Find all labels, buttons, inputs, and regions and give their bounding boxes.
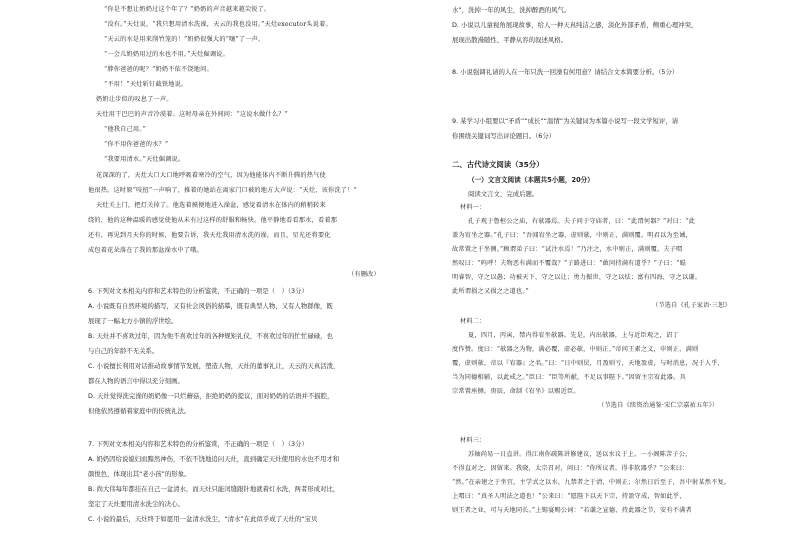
right-text-line: 展现出散漫随性、平静从容的叙述风格。	[452, 36, 568, 44]
right-text-line: 8. 小说强调礼请的人在一年只洗一回澡有何用意？请结合文本简要分析。（5分）	[452, 68, 679, 76]
left-text-line: 花深深的了，天灶大口大口地呼吸着寒冷的空气，因为他能体内不断升腾的热气使	[96, 172, 326, 179]
left-text-line: 与自己的年龄不无关系。	[88, 347, 159, 355]
right-text-line: （节选自《孔子家语·三恕》	[652, 302, 731, 309]
right-text-line: 此所谓损之又损之之道也。”	[452, 288, 529, 295]
left-text-line: 绕的，他的这种温暖的感觉使他从未有过这样的舒服和畅快。他平静地看看那水，看着那	[88, 217, 338, 224]
right-text-line: （一）文言文阅读（本题共5小题，20分）	[468, 176, 594, 184]
left-text-line: 都在人物的语言中得以充分刻画。	[88, 377, 184, 385]
right-text-line: 宗常置座侧。庚辰，命制《宥坐》以赐近臣。	[452, 388, 580, 395]
left-text-line: 他很热。这时原“吱扭”一声响了，推着的她站在离家门口被的地方大声说：“天灶，该你洗了！”	[88, 187, 357, 194]
left-text-line: 还有，再见到月天你的时候，他要告诉，我天灶我用清水洗的澡，而且，星光还将要化	[88, 232, 331, 239]
left-text-line: “不用！”天灶斩钉截铁地说。	[104, 81, 188, 88]
left-text-line: （有删改）	[348, 271, 380, 278]
left-text-line: 展现了一幅北方小镇的浮世绘。	[88, 317, 178, 325]
left-text-line: 天灶用干巴巴的声音冷漠着。这时母亲在外间问：“这说水做什么？”	[96, 111, 288, 118]
right-text-line: D. 小说以儿童视角展现故事，给人一种天真纯洁之感，淡化外部矛盾，侧重心理冲突，	[452, 21, 698, 29]
left-text-line: “脖你爸爸的呢？”奶奶不依不饶地问。	[104, 66, 213, 73]
right-text-line: （节选自《续资治通鉴·宋仁宗嘉祐五年》）	[598, 402, 719, 409]
right-text-line: 水”，洗掉一年的风尘，洗掉醉酒的风气。	[452, 6, 571, 14]
right-text-line: 度作赞。度曰：“欹器之为物，满必覆，虚必欹，中则正。”帝问王素之义，申则正，满则	[452, 346, 699, 353]
right-text-line: 材料一：	[460, 204, 486, 211]
left-text-line: B. 天灶并不喜欢过年，因为他不喜欢过年的各种规矩礼仪，不喜欢过年的忙忙碌碌，也	[88, 332, 333, 340]
left-text-line: “你不用你爸爸的水？”	[104, 141, 169, 148]
right-text-line: 然叹曰：“呜呼！夫物恶有满而不覆哉？”子路进曰：“敢问持满有道乎？”子曰：“聪	[452, 260, 686, 267]
left-text-line: D. 天灶觉得洗完澡的奶奶像一只烂蘑菇，拒绝奶奶的提议，面对奶奶的话语并不描腔，	[88, 392, 334, 400]
left-text-line: 颜悦色，体现出其“老小孩”的形象。	[88, 470, 191, 478]
right-text-line: 不得直对之，因留来。我晓，太宗召对，问曰：“你所议者，得非软器乎？”公来曰：	[452, 465, 689, 472]
left-text-line: “天云的水是用来削竹笼的！”奶奶很强大的“嚷”了一声。	[104, 36, 265, 43]
right-text-line: 二、古代诗文阅读（35分）	[452, 160, 544, 169]
right-text-line: 覆，虚则欹，帝以『宥器』之名。”曰：“日中则昃，月盈则亏，天地盈虚，与时消息，况于人乎，	[452, 360, 724, 367]
left-text-line: “他我自己用。”	[104, 126, 146, 133]
left-text-line: 成包着花朵落在了我的那盆澡水中了哦。	[88, 247, 203, 254]
right-text-line: 材料二：	[460, 318, 486, 325]
right-text-line: 则王者之业，可与天地同长。”上锡宴赐公词：“若谦之宣德，持此器之节，安有不满者	[452, 507, 692, 514]
left-text-line: “你是不想让奶奶过这个年了？”奶奶的声音越来越尖锐了。	[104, 6, 271, 13]
right-text-line: 孔子观于鲁桓公之庙，有欹器焉。夫子问于守庙者，曰：“此谓何器？”对曰：“此	[468, 218, 696, 225]
left-text-line: C. 小说的最后，天灶终于如愿用一盆清水洗尘，“清水”在此似乎成了天灶的“宝贝	[88, 515, 318, 523]
left-text-line: 天灶关上门，把灯关掉了。他选着摸便地进入澡盆，感觉着清水在体内的稍稍转来	[96, 202, 326, 209]
right-text-line: 盖为宥坐之器。”孔子曰：“吾闻宥坐之器，虚则欹，中则正，满则覆。明君以为至诫，	[452, 232, 692, 239]
left-text-line: “没有。”天灶说，“我只想用清水洗澡，天云的我也没用。”天灶executor头说着。	[104, 21, 332, 28]
right-text-line: 夏，四月，丙寅，禁内得宥坐欹器。先是，内出欹器，上与近臣观之，诏丁	[468, 332, 679, 339]
right-text-line: 故常置之于坐侧。”顾谓弟子曰：“试注水焉！”乃注之，水中则正，满则覆。夫子喟	[452, 246, 683, 253]
left-text-line: “我要用清水。”天灶倔调说。	[104, 156, 185, 163]
right-text-line: 材料三：	[460, 437, 486, 444]
left-text-line: B. 尚大伟每年都挂在自己一盆清水，而天灶只能闰缝跟针地就着灯水洗，两者形成对比，	[88, 485, 340, 493]
left-text-line: 但他依然遵循着家庭中的传统礼法。	[88, 407, 191, 415]
left-text-line: A. 小说既有自然环境的描写，又有社会风俗的描摹，既有典型人物，又有人物群像，既	[88, 302, 333, 310]
right-text-line: 阅读文言文，完成后题。	[468, 190, 539, 198]
left-text-line: 坚定了天灶要用清水洗尘的决心。	[88, 500, 184, 508]
left-text-line: 奶奶让步似的叹息了一声。	[96, 96, 173, 103]
left-text-line: 7. 下列对文本相关内容和艺术特色的分析鉴赏，不正确的一项是（ ）（3分）	[88, 440, 308, 448]
right-text-line: 当为同德相辅，以此戒之。”臣曰：“臣等所献，不足以事陛下。”因留主宗宥此器。具	[452, 374, 686, 381]
right-text-line: 你围绕关键词写出评论题目。（6分）	[452, 132, 556, 140]
right-text-line: 明睿智，守之以愚；功被天下，守之以让；勇力振世，守之以怯；富有四海，守之以谦。	[452, 274, 702, 281]
right-text-line: 9. 某学习小组要以“矛盾”“成长”“温情”为关键词为本篇小说写一段文学短评，请	[452, 117, 679, 125]
left-text-line: “一会儿奶奶用过的水也不用。”天灶倔调说。	[104, 51, 229, 58]
right-text-line: “然。”在亲建之于坐宜，主学式之以水，九禁者之于清，中则正；尔然日后至子，吾中射某然不复。	[452, 479, 731, 486]
right-text-line: 苏轴尚易一日直讲。得江南你疏陈讲修建议，送以水议于上。一小阁陈苦子公，	[468, 451, 692, 458]
left-text-line: 6. 下列对文本相关内容和艺术特色的分析鉴赏，不正确的一项是（ ）（3分）	[88, 287, 308, 295]
left-text-line: A. 奶奶因给说媳妇而黯然神伤，不依不饶地追问天灶，直到确定天灶使用的水也不用才和	[88, 455, 340, 463]
right-text-line: 上喟曰：“真圣人明法之道也！”公来曰：“愿陛下以天下宗，持盈守成，智如此乎，	[452, 493, 686, 500]
left-text-line: C. 小说擅长利用对话推动故事情节发展，塑造人物，天灶的董事礼让，天云的天真活泼，	[88, 362, 340, 370]
